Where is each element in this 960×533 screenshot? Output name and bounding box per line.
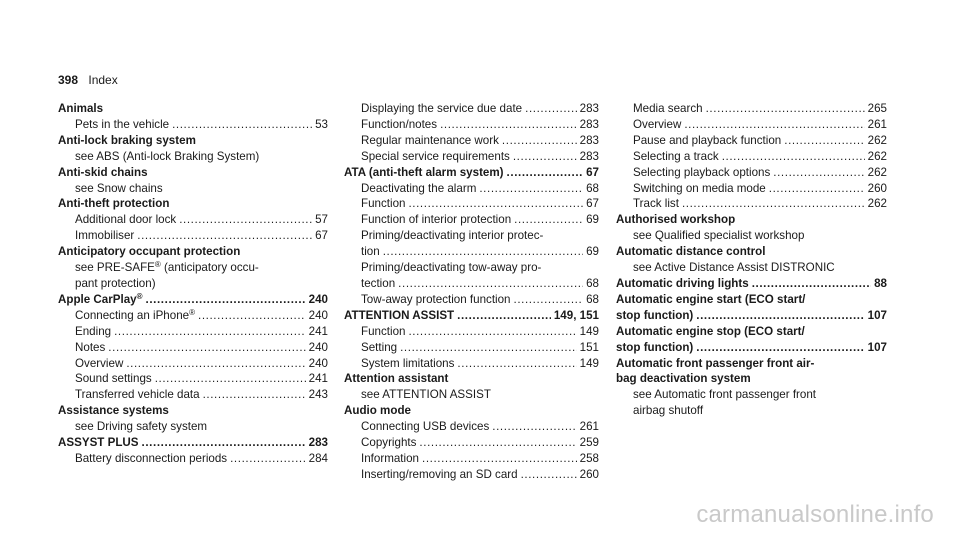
entry-text [58, 166, 148, 179]
entry-label: Connecting USB devices [361, 420, 490, 434]
index-subentry [616, 117, 887, 133]
entry-label: Media search [633, 102, 703, 115]
entry-text [75, 451, 227, 467]
page-reference: 57 [315, 213, 328, 227]
dot-leader [514, 212, 583, 228]
dot-leader [684, 117, 864, 133]
index-heading [616, 371, 887, 387]
index-column-2 [344, 101, 599, 483]
entry-label: Special service requirements [361, 149, 510, 163]
entry-text [616, 372, 751, 385]
entry-label: Selecting a track [633, 149, 719, 163]
page-reference: 265 [867, 102, 887, 115]
entry-text [75, 117, 169, 133]
index-heading [58, 292, 328, 308]
entry-text [361, 388, 491, 401]
index-see-reference [58, 419, 328, 435]
index-subentry [616, 181, 887, 197]
dot-leader [525, 101, 577, 117]
dot-leader [706, 101, 865, 117]
page-reference: 259 [579, 436, 599, 450]
section-title: Index [88, 73, 118, 87]
dot-leader [722, 149, 865, 165]
index-heading [58, 403, 328, 419]
entry-text [361, 324, 405, 340]
entry-label: tion [361, 245, 380, 259]
entry-label: Anti-skid chains [58, 165, 148, 179]
entry-text [75, 261, 259, 274]
entry-text [75, 340, 105, 356]
entry-text [361, 451, 419, 467]
index-subentry [58, 228, 328, 244]
entry-label-continued: (anticipatory occu- [160, 261, 259, 275]
page-reference: 68 [586, 276, 599, 290]
entry-text [633, 117, 681, 133]
index-subentry [58, 340, 328, 356]
entry-label: Ending [75, 324, 112, 338]
entry-label: see Driving safety system [75, 420, 208, 434]
entry-text [75, 277, 156, 290]
entry-text [75, 182, 163, 195]
entry-label: Regular maintenance work [361, 133, 499, 147]
page-reference: 241 [308, 372, 328, 386]
entry-label: Apple CarPlay [58, 292, 137, 306]
dot-leader [203, 387, 306, 403]
index-see-reference [616, 387, 887, 403]
entry-text [58, 102, 103, 115]
dot-leader [179, 212, 312, 228]
dot-leader [696, 340, 864, 356]
entry-text [58, 134, 196, 147]
dot-leader [419, 435, 576, 451]
page-reference: 240 [308, 340, 328, 354]
entry-label: Anti-lock braking system [58, 133, 196, 147]
page-reference: 260 [867, 181, 887, 195]
entry-text [361, 117, 437, 133]
entry-text [344, 165, 504, 181]
dot-leader [146, 292, 306, 308]
entry-label: Attention assistant [344, 372, 449, 386]
entry-label: Function [361, 324, 406, 338]
dot-leader [513, 149, 577, 165]
page-reference: 283 [579, 133, 599, 147]
entry-label: Transferred vehicle data [75, 388, 200, 402]
registered-mark: ® [189, 307, 195, 317]
entry-text [633, 196, 679, 212]
dot-leader [198, 308, 306, 324]
dot-leader [457, 308, 551, 324]
entry-label: Automatic engine stop (ECO start/ [616, 324, 805, 338]
index-column-3 [616, 101, 887, 419]
entry-text [344, 404, 411, 417]
page-reference: 88 [874, 276, 887, 290]
index-see-reference [616, 260, 887, 276]
entry-label: Function of interior protection [361, 213, 512, 227]
entry-label: Anti-theft protection [58, 197, 170, 211]
entry-text [361, 229, 543, 242]
dot-leader [769, 181, 865, 197]
entry-text [344, 308, 454, 324]
dot-leader [457, 356, 576, 372]
dot-leader [696, 308, 864, 324]
dot-leader [422, 451, 577, 467]
entry-text [361, 133, 499, 149]
entry-text [361, 196, 405, 212]
index-subentry [58, 117, 328, 133]
page-reference: 262 [867, 197, 887, 211]
page-reference: 283 [579, 102, 599, 115]
entry-text [361, 276, 395, 292]
watermark: carmanualsonline.info [696, 501, 934, 528]
index-see-reference [344, 260, 599, 276]
entry-label: Displaying the service due date [361, 102, 523, 115]
index-subentry [616, 149, 887, 165]
entry-label: Information [361, 451, 419, 465]
entry-label: tection [361, 276, 396, 290]
index-subentry [58, 308, 328, 324]
entry-text [633, 229, 804, 242]
entry-label: Priming/deactivating interior protec- [361, 229, 544, 243]
page-reference: 262 [867, 133, 887, 147]
entry-text [361, 292, 511, 308]
index-heading [344, 371, 599, 387]
index-see-reference [616, 228, 887, 244]
entry-text [75, 371, 152, 387]
page-reference: 260 [579, 467, 599, 481]
index-subentry [616, 165, 887, 181]
entry-label: Function [361, 197, 406, 211]
page-reference: 240 [308, 308, 328, 322]
page-header [58, 73, 118, 87]
index-heading [58, 133, 328, 149]
entry-text [616, 293, 805, 306]
entry-label: Inserting/removing an SD card [361, 467, 518, 481]
index-heading [58, 165, 328, 181]
page-reference: 67 [586, 197, 599, 211]
page-reference: 262 [867, 165, 887, 179]
entry-label: Assistance systems [58, 404, 169, 418]
entry-label: Animals [58, 102, 104, 115]
dot-leader [752, 276, 871, 292]
entry-label: see ATTENTION ASSIST [361, 388, 491, 402]
entry-text [58, 404, 169, 417]
index-subentry [616, 101, 887, 117]
index-subentry [344, 117, 599, 133]
index-heading [616, 212, 887, 228]
index-subentry [58, 212, 328, 228]
page-reference: 107 [867, 340, 887, 354]
entry-text [75, 212, 176, 228]
entry-text [75, 356, 123, 372]
entry-text [361, 435, 416, 451]
entry-label: ATA (anti-theft alarm system) [344, 165, 504, 179]
index-see-reference [58, 181, 328, 197]
dot-leader [137, 228, 312, 244]
entry-label: Sound settings [75, 372, 152, 386]
entry-label: Setting [361, 340, 398, 354]
index-subentry [344, 467, 599, 483]
entry-label: Selecting playback options [633, 165, 771, 179]
entry-label: ATTENTION ASSIST [344, 308, 455, 322]
index-subentry [58, 356, 328, 372]
index-subentry [58, 451, 328, 467]
dot-leader [682, 196, 865, 212]
dot-leader [400, 340, 577, 356]
entry-label: see Snow chains [75, 181, 163, 195]
page-reference: 261 [867, 117, 887, 131]
entry-text [633, 133, 781, 149]
index-heading [344, 308, 599, 324]
page-reference: 283 [579, 117, 599, 131]
page-reference: 151 [579, 340, 599, 354]
entry-text [361, 467, 518, 483]
entry-text [616, 245, 765, 258]
dot-leader [383, 244, 583, 260]
index-subentry [344, 149, 599, 165]
entry-text [616, 213, 735, 226]
index-heading [616, 292, 887, 308]
entry-text [361, 244, 380, 260]
entry-label: Copyrights [361, 436, 417, 450]
index-heading [616, 356, 887, 372]
entry-text [616, 308, 693, 324]
index-subentry [344, 212, 599, 228]
dot-leader [114, 324, 306, 340]
index-heading [344, 403, 599, 419]
entry-text [361, 212, 511, 228]
page-reference: 240 [308, 292, 328, 306]
entry-label: bag deactivation system [616, 372, 751, 386]
entry-label: Tow-away protection function [361, 292, 511, 306]
entry-label: Automatic distance control [616, 245, 766, 259]
page-reference: 283 [308, 436, 328, 450]
page-reference: 68 [586, 181, 599, 195]
page-reference: 261 [579, 420, 599, 434]
entry-label: Additional door lock [75, 213, 177, 227]
index-heading [344, 165, 599, 181]
entry-label: Pause and playback function [633, 133, 782, 147]
dot-leader [502, 133, 577, 149]
entry-label: Automatic front passenger front air- [616, 356, 815, 370]
index-column-1 [58, 101, 328, 467]
page-reference: 258 [579, 451, 599, 465]
entry-text [75, 228, 134, 244]
entry-text [633, 101, 703, 117]
entry-label: Audio mode [344, 404, 411, 418]
index-heading [58, 244, 328, 260]
entry-text [633, 149, 719, 165]
index-subentry [58, 371, 328, 387]
index-subentry [344, 451, 599, 467]
entry-text [633, 261, 835, 274]
index-subentry [344, 292, 599, 308]
entry-label: airbag shutoff [633, 404, 704, 418]
page-reference: 284 [308, 451, 328, 465]
page-reference: 243 [308, 388, 328, 402]
entry-text [58, 197, 169, 210]
entry-label: Notes [75, 340, 106, 354]
index-subentry [58, 387, 328, 403]
dot-leader [408, 196, 583, 212]
index-heading [616, 340, 887, 356]
index-heading [616, 276, 887, 292]
index-see-reference [344, 228, 599, 244]
entry-label: System limitations [361, 356, 455, 370]
dot-leader [126, 356, 305, 372]
dot-leader [440, 117, 577, 133]
entry-text [633, 181, 766, 197]
index-heading [58, 435, 328, 451]
entry-label: Automatic engine start (ECO start/ [616, 292, 806, 306]
index-see-reference [616, 403, 887, 419]
page-reference: 107 [867, 308, 887, 322]
dot-leader [398, 276, 583, 292]
entry-text [633, 404, 703, 417]
index-subentry [344, 356, 599, 372]
index-subentry [344, 181, 599, 197]
dot-leader [142, 435, 306, 451]
registered-mark: ® [154, 260, 161, 270]
index-subentry [344, 340, 599, 356]
dot-leader [773, 165, 864, 181]
index-subentry [344, 133, 599, 149]
entry-label: Overview [75, 356, 124, 370]
dot-leader [521, 467, 577, 483]
entry-text [361, 149, 510, 165]
index-subentry [344, 101, 599, 117]
entry-label: Battery disconnection periods [75, 451, 228, 465]
entry-label: Track list [633, 197, 679, 211]
entry-label: stop function) [616, 308, 694, 322]
entry-label: ASSYST PLUS [58, 436, 139, 450]
page-reference: 69 [586, 245, 599, 259]
page-reference: 149 [579, 324, 599, 338]
entry-label: pant protection) [75, 276, 156, 290]
dot-leader [408, 324, 576, 340]
page-reference: 67 [315, 229, 328, 243]
entry-label: Priming/deactivating tow-away pro- [361, 261, 542, 275]
index-subentry [344, 435, 599, 451]
entry-text [616, 325, 805, 338]
entry-label: Authorised workshop [616, 213, 736, 227]
entry-label: see Automatic front passenger front [633, 388, 817, 402]
entry-text [361, 181, 476, 197]
index-heading [616, 308, 887, 324]
index-see-reference [58, 260, 328, 276]
entry-label: Function/notes [361, 117, 438, 131]
page-reference: 283 [579, 149, 599, 163]
index-subentry [58, 324, 328, 340]
entry-label: Connecting an iPhone [75, 308, 190, 322]
index-subentry [344, 324, 599, 340]
index-subentry [344, 196, 599, 212]
dot-leader [108, 340, 305, 356]
entry-text [616, 357, 814, 370]
dot-leader [514, 292, 584, 308]
entry-label: Switching on media mode [633, 181, 766, 195]
index-subentry [344, 276, 599, 292]
entry-label: Anticipatory occupant protection [58, 245, 241, 259]
entry-text [361, 419, 489, 435]
entry-text [58, 292, 143, 308]
entry-text [616, 276, 749, 292]
page-reference: 69 [586, 213, 599, 227]
entry-text [75, 150, 259, 163]
dot-leader [479, 181, 583, 197]
page-number: 398 [58, 73, 79, 87]
page-reference: 149 [579, 356, 599, 370]
entry-label: see Active Distance Assist DISTRONIC [633, 261, 835, 275]
entry-text [58, 245, 240, 258]
entry-text [75, 308, 195, 324]
index-subentry [616, 196, 887, 212]
entry-label: see Qualified specialist workshop [633, 229, 805, 243]
index-see-reference [58, 149, 328, 165]
entry-text [361, 340, 397, 356]
entry-text [361, 356, 454, 372]
dot-leader [230, 451, 306, 467]
page-reference: 67 [586, 165, 599, 179]
entry-text [75, 324, 111, 340]
page-reference: 241 [308, 324, 328, 338]
entry-text [75, 387, 200, 403]
index-see-reference [344, 387, 599, 403]
entry-text [75, 420, 207, 433]
dot-leader [784, 133, 864, 149]
entry-text [633, 165, 770, 181]
index-see-reference [58, 276, 328, 292]
entry-label: see ABS (Anti-lock Braking System) [75, 149, 260, 163]
index-subentry [616, 133, 887, 149]
entry-label: stop function) [616, 340, 694, 354]
dot-leader [172, 117, 312, 133]
entry-text [344, 372, 448, 385]
index-heading [58, 101, 328, 117]
entry-label: Immobiliser [75, 229, 135, 243]
entry-label: Overview [633, 117, 682, 131]
entry-label: see PRE-SAFE [75, 261, 155, 275]
entry-text [361, 101, 522, 117]
entry-text [361, 261, 541, 274]
entry-label: Pets in the vehicle [75, 117, 170, 131]
entry-label: Automatic driving lights [616, 276, 749, 290]
page-reference: 262 [867, 149, 887, 163]
page-reference: 68 [586, 292, 599, 306]
registered-mark: ® [136, 291, 143, 301]
page-reference: 240 [308, 356, 328, 370]
index-subentry [344, 244, 599, 260]
entry-text [633, 388, 816, 401]
index-subentry [344, 419, 599, 435]
index-heading [616, 324, 887, 340]
entry-text [616, 340, 693, 356]
entry-label: Deactivating the alarm [361, 181, 477, 195]
entry-text [58, 435, 139, 451]
dot-leader [507, 165, 584, 181]
index-heading [616, 244, 887, 260]
page-reference: 149, 151 [553, 308, 599, 322]
dot-leader [155, 371, 306, 387]
index-heading [58, 196, 328, 212]
dot-leader [492, 419, 576, 435]
page-reference: 53 [315, 117, 328, 131]
